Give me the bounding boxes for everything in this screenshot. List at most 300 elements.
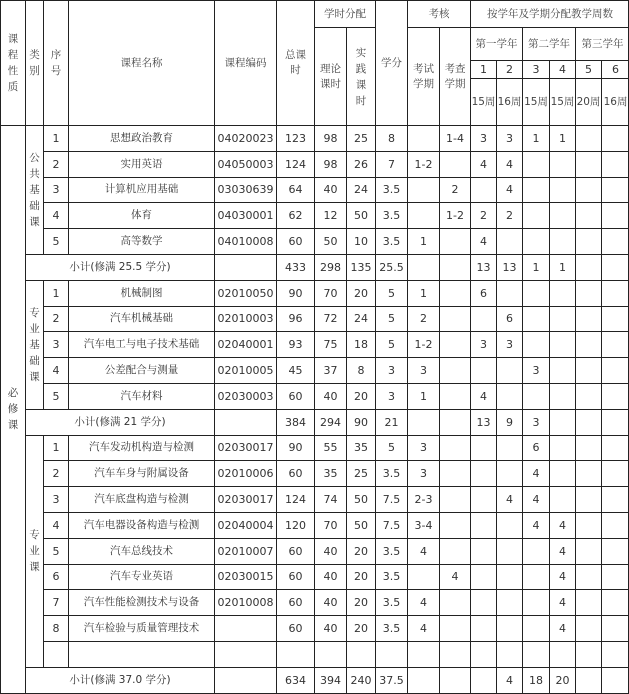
subtotal-semester-4 xyxy=(550,409,576,435)
subtotal-credits: 25.5 xyxy=(376,254,408,280)
semester-1-weeks-cell: 2 xyxy=(471,203,497,229)
practice-hours-cell: 8 xyxy=(347,358,376,384)
subtotal-semester-2: 4 xyxy=(497,667,523,693)
course-name-cell: 体育 xyxy=(69,203,215,229)
seq-cell: 4 xyxy=(44,512,69,538)
subtotal-semester-4: 20 xyxy=(550,667,576,693)
semester-4-weeks-cell xyxy=(550,435,576,461)
semester-5-weeks-cell xyxy=(576,177,602,203)
semester-1-weeks-cell xyxy=(471,435,497,461)
check-term-cell: 1-2 xyxy=(440,203,471,229)
course-code-cell: 04010008 xyxy=(215,229,277,255)
subtotal-semester-5 xyxy=(576,409,602,435)
exam-term-cell: 1-2 xyxy=(408,151,440,177)
semester-1-weeks-cell xyxy=(471,177,497,203)
course-code-cell: 03030639 xyxy=(215,177,277,203)
semester-5-weeks-cell xyxy=(576,126,602,152)
semester-1-weeks-cell: 4 xyxy=(471,229,497,255)
semester-6-weeks-cell xyxy=(602,229,629,255)
semester-2-weeks-cell xyxy=(497,229,523,255)
credits-cell: 7.5 xyxy=(376,487,408,513)
seq-cell: 6 xyxy=(44,564,69,590)
table-row xyxy=(1,383,629,409)
theory-hours-cell: 40 xyxy=(315,616,347,642)
subtotal-practice-hours: 135 xyxy=(347,254,376,280)
semester-3-weeks-cell: 4 xyxy=(523,487,550,513)
seq-cell: 1 xyxy=(44,126,69,152)
subtotal-code-cell xyxy=(215,409,277,435)
semester-4-weeks-cell xyxy=(550,641,576,667)
course-name-cell: 汽车检验与质量管理技术 xyxy=(69,616,215,642)
semester-6-weeks-cell xyxy=(602,358,629,384)
total-hours-cell: 120 xyxy=(277,512,315,538)
exam-term-cell xyxy=(408,641,440,667)
semester-3-weeks-cell xyxy=(523,641,550,667)
total-hours-cell: 60 xyxy=(277,538,315,564)
course-code-cell: 02010003 xyxy=(215,306,277,332)
seq-cell: 3 xyxy=(44,332,69,358)
semester-4-weeks-cell: 4 xyxy=(550,590,576,616)
semester-2-weeks-cell xyxy=(497,590,523,616)
exam-term-cell xyxy=(408,564,440,590)
header-year-2: 第二学年 xyxy=(523,28,576,61)
semester-4-weeks-cell xyxy=(550,383,576,409)
practice-hours-cell: 20 xyxy=(347,564,376,590)
seq-cell: 5 xyxy=(44,538,69,564)
credits-cell xyxy=(376,641,408,667)
check-term-cell xyxy=(440,512,471,538)
semester-3-weeks-cell: 4 xyxy=(523,461,550,487)
course-code-cell: 02030017 xyxy=(215,435,277,461)
semester-3-weeks-cell xyxy=(523,590,550,616)
practice-hours-cell: 20 xyxy=(347,616,376,642)
practice-hours-cell: 24 xyxy=(347,177,376,203)
semester-4-weeks-cell xyxy=(550,487,576,513)
semester-4-weeks-cell xyxy=(550,203,576,229)
credits-cell: 3.5 xyxy=(376,203,408,229)
check-term-cell: 1-4 xyxy=(440,126,471,152)
check-term-cell xyxy=(440,151,471,177)
check-term-cell xyxy=(440,358,471,384)
check-term-cell: 2 xyxy=(440,177,471,203)
course-code-cell: 02030017 xyxy=(215,487,277,513)
header-semester-3: 3 xyxy=(523,61,550,79)
seq-cell: 1 xyxy=(44,435,69,461)
exam-term-cell: 4 xyxy=(408,538,440,564)
semester-6-weeks-cell xyxy=(602,126,629,152)
subtotal-row xyxy=(1,409,629,435)
theory-hours-cell: 98 xyxy=(315,126,347,152)
header-total-hours: 总课时 xyxy=(277,1,315,126)
seq-cell: 1 xyxy=(44,280,69,306)
semester-3-weeks-cell: 4 xyxy=(523,512,550,538)
theory-hours-cell: 40 xyxy=(315,564,347,590)
header-hours-dist: 学时分配 xyxy=(315,1,376,28)
semester-6-weeks-cell xyxy=(602,435,629,461)
subtotal-theory-hours: 298 xyxy=(315,254,347,280)
subtotal-check-term xyxy=(440,254,471,280)
total-hours-cell: 64 xyxy=(277,177,315,203)
semester-4-weeks-cell xyxy=(550,280,576,306)
subtotal-semester-6 xyxy=(602,409,629,435)
seq-cell: 4 xyxy=(44,358,69,384)
semester-4-weeks-cell: 4 xyxy=(550,616,576,642)
table-row xyxy=(1,487,629,513)
semester-3-weeks-cell xyxy=(523,332,550,358)
semester-2-weeks-cell xyxy=(497,564,523,590)
semester-1-weeks-cell xyxy=(471,590,497,616)
semester-3-weeks-cell xyxy=(523,383,550,409)
credits-cell: 3.5 xyxy=(376,564,408,590)
theory-hours-cell: 98 xyxy=(315,151,347,177)
semester-1-weeks-cell xyxy=(471,487,497,513)
total-hours-cell: 96 xyxy=(277,306,315,332)
credits-cell: 3.5 xyxy=(376,538,408,564)
table-row xyxy=(1,332,629,358)
header-weeks-5: 20周 xyxy=(576,79,602,126)
semester-6-weeks-cell xyxy=(602,538,629,564)
semester-2-weeks-cell xyxy=(497,435,523,461)
semester-2-weeks-cell xyxy=(497,461,523,487)
semester-5-weeks-cell xyxy=(576,358,602,384)
semester-5-weeks-cell xyxy=(576,435,602,461)
header-semester-1: 1 xyxy=(471,61,497,79)
course-code-cell xyxy=(215,616,277,642)
course-name-cell: 汽车材料 xyxy=(69,383,215,409)
exam-term-cell: 3-4 xyxy=(408,512,440,538)
seq-cell: 4 xyxy=(44,203,69,229)
total-hours-cell: 90 xyxy=(277,280,315,306)
subtotal-code-cell xyxy=(215,254,277,280)
table-row xyxy=(1,590,629,616)
nature-cell: 必修课 xyxy=(1,126,26,694)
table-row xyxy=(1,358,629,384)
header-weekly-dist: 按学年及学期分配教学周数 xyxy=(471,1,629,28)
semester-1-weeks-cell: 6 xyxy=(471,280,497,306)
subtotal-semester-2: 13 xyxy=(497,254,523,280)
semester-4-weeks-cell: 4 xyxy=(550,538,576,564)
exam-term-cell: 3 xyxy=(408,358,440,384)
semester-1-weeks-cell: 3 xyxy=(471,126,497,152)
credits-cell: 3.5 xyxy=(376,590,408,616)
header-category: 类别 xyxy=(26,1,44,126)
semester-2-weeks-cell: 3 xyxy=(497,126,523,152)
semester-6-weeks-cell xyxy=(602,590,629,616)
credits-cell: 8 xyxy=(376,126,408,152)
course-name-cell: 汽车电工与电子技术基础 xyxy=(69,332,215,358)
header-name: 课程名称 xyxy=(69,1,215,126)
credits-cell: 3.5 xyxy=(376,177,408,203)
semester-3-weeks-cell xyxy=(523,229,550,255)
semester-2-weeks-cell xyxy=(497,383,523,409)
course-name-cell: 汽车发动机构造与检测 xyxy=(69,435,215,461)
semester-4-weeks-cell xyxy=(550,332,576,358)
semester-1-weeks-cell: 4 xyxy=(471,151,497,177)
semester-4-weeks-cell xyxy=(550,229,576,255)
subtotal-check-term xyxy=(440,667,471,693)
exam-term-cell: 3 xyxy=(408,435,440,461)
total-hours-cell: 124 xyxy=(277,487,315,513)
subtotal-theory-hours: 394 xyxy=(315,667,347,693)
subtotal-exam-term xyxy=(408,667,440,693)
total-hours-cell: 124 xyxy=(277,151,315,177)
theory-hours-cell: 75 xyxy=(315,332,347,358)
table-row xyxy=(1,203,629,229)
semester-2-weeks-cell xyxy=(497,512,523,538)
exam-term-cell: 1 xyxy=(408,280,440,306)
course-name-cell: 汽车车身与附属设备 xyxy=(69,461,215,487)
seq-cell: 5 xyxy=(44,229,69,255)
semester-5-weeks-cell xyxy=(576,229,602,255)
subtotal-total-hours: 634 xyxy=(277,667,315,693)
practice-hours-cell: 50 xyxy=(347,203,376,229)
semester-5-weeks-cell xyxy=(576,487,602,513)
seq-cell: 2 xyxy=(44,461,69,487)
course-name-cell xyxy=(69,641,215,667)
semester-5-weeks-cell xyxy=(576,332,602,358)
course-code-cell: 02040004 xyxy=(215,512,277,538)
semester-6-weeks-cell xyxy=(602,306,629,332)
subtotal-semester-2: 9 xyxy=(497,409,523,435)
check-term-cell: 4 xyxy=(440,564,471,590)
semester-3-weeks-cell: 1 xyxy=(523,126,550,152)
header-exam-term: 考试学期 xyxy=(408,28,440,126)
check-term-cell xyxy=(440,435,471,461)
course-name-cell: 汽车性能检测技术与设备 xyxy=(69,590,215,616)
semester-5-weeks-cell xyxy=(576,641,602,667)
semester-2-weeks-cell xyxy=(497,358,523,384)
course-code-cell xyxy=(215,641,277,667)
subtotal-practice-hours: 90 xyxy=(347,409,376,435)
semester-2-weeks-cell xyxy=(497,616,523,642)
semester-5-weeks-cell xyxy=(576,383,602,409)
semester-3-weeks-cell xyxy=(523,177,550,203)
practice-hours-cell: 20 xyxy=(347,383,376,409)
practice-hours-cell: 26 xyxy=(347,151,376,177)
semester-6-weeks-cell xyxy=(602,512,629,538)
practice-hours-cell: 10 xyxy=(347,229,376,255)
practice-hours-cell: 20 xyxy=(347,280,376,306)
table-row xyxy=(1,616,629,642)
exam-term-cell: 1 xyxy=(408,229,440,255)
semester-2-weeks-cell xyxy=(497,641,523,667)
subtotal-theory-hours: 294 xyxy=(315,409,347,435)
theory-hours-cell: 72 xyxy=(315,306,347,332)
total-hours-cell: 60 xyxy=(277,229,315,255)
exam-term-cell: 4 xyxy=(408,616,440,642)
subtotal-label: 小计(修满 21 学分) xyxy=(26,409,215,435)
subtotal-semester-3: 3 xyxy=(523,409,550,435)
course-code-cell: 04020023 xyxy=(215,126,277,152)
semester-4-weeks-cell: 4 xyxy=(550,512,576,538)
theory-hours-cell: 74 xyxy=(315,487,347,513)
semester-1-weeks-cell xyxy=(471,512,497,538)
semester-1-weeks-cell xyxy=(471,564,497,590)
semester-1-weeks-cell xyxy=(471,358,497,384)
course-code-cell: 02010007 xyxy=(215,538,277,564)
subtotal-semester-1 xyxy=(471,667,497,693)
semester-4-weeks-cell: 1 xyxy=(550,126,576,152)
semester-1-weeks-cell: 3 xyxy=(471,332,497,358)
practice-hours-cell: 20 xyxy=(347,538,376,564)
semester-4-weeks-cell xyxy=(550,461,576,487)
exam-term-cell: 1 xyxy=(408,383,440,409)
header-weeks-1: 15周 xyxy=(471,79,497,126)
semester-3-weeks-cell xyxy=(523,151,550,177)
course-name-cell: 高等数学 xyxy=(69,229,215,255)
theory-hours-cell: 40 xyxy=(315,538,347,564)
semester-6-weeks-cell xyxy=(602,203,629,229)
header-weeks-3: 15周 xyxy=(523,79,550,126)
seq-cell: 2 xyxy=(44,306,69,332)
header-seq: 序号 xyxy=(44,1,69,126)
semester-6-weeks-cell xyxy=(602,332,629,358)
total-hours-cell: 62 xyxy=(277,203,315,229)
credits-cell: 3.5 xyxy=(376,229,408,255)
seq-cell: 8 xyxy=(44,616,69,642)
semester-2-weeks-cell: 6 xyxy=(497,306,523,332)
subtotal-total-hours: 433 xyxy=(277,254,315,280)
subtotal-label: 小计(修满 25.5 学分) xyxy=(26,254,215,280)
check-term-cell xyxy=(440,487,471,513)
credits-cell: 7 xyxy=(376,151,408,177)
total-hours-cell: 60 xyxy=(277,590,315,616)
semester-2-weeks-cell: 3 xyxy=(497,332,523,358)
semester-1-weeks-cell xyxy=(471,641,497,667)
table-row xyxy=(1,435,629,461)
theory-hours-cell: 40 xyxy=(315,177,347,203)
seq-cell: 3 xyxy=(44,487,69,513)
credits-cell: 5 xyxy=(376,435,408,461)
semester-3-weeks-cell xyxy=(523,203,550,229)
category-cell: 公共基础课 xyxy=(26,126,44,255)
theory-hours-cell: 35 xyxy=(315,461,347,487)
course-code-cell: 02010008 xyxy=(215,590,277,616)
seq-cell: 3 xyxy=(44,177,69,203)
theory-hours-cell: 70 xyxy=(315,280,347,306)
semester-5-weeks-cell xyxy=(576,461,602,487)
header-year-1: 第一学年 xyxy=(471,28,523,61)
total-hours-cell: 60 xyxy=(277,383,315,409)
subtotal-exam-term xyxy=(408,409,440,435)
total-hours-cell: 45 xyxy=(277,358,315,384)
credits-cell: 3 xyxy=(376,383,408,409)
course-name-cell: 汽车总线技术 xyxy=(69,538,215,564)
subtotal-code-cell xyxy=(215,667,277,693)
semester-5-weeks-cell xyxy=(576,564,602,590)
course-name-cell: 汽车机械基础 xyxy=(69,306,215,332)
semester-6-weeks-cell xyxy=(602,461,629,487)
semester-5-weeks-cell xyxy=(576,306,602,332)
semester-1-weeks-cell xyxy=(471,306,497,332)
subtotal-semester-4: 1 xyxy=(550,254,576,280)
check-term-cell xyxy=(440,383,471,409)
table-row xyxy=(1,512,629,538)
course-code-cell: 02030003 xyxy=(215,383,277,409)
category-cell: 专业课 xyxy=(26,435,44,667)
exam-term-cell: 4 xyxy=(408,590,440,616)
semester-6-weeks-cell xyxy=(602,641,629,667)
course-code-cell: 04050003 xyxy=(215,151,277,177)
semester-4-weeks-cell xyxy=(550,151,576,177)
exam-term-cell xyxy=(408,177,440,203)
check-term-cell xyxy=(440,590,471,616)
subtotal-semester-6 xyxy=(602,667,629,693)
semester-6-weeks-cell xyxy=(602,151,629,177)
total-hours-cell: 123 xyxy=(277,126,315,152)
header-semester-4: 4 xyxy=(550,61,576,79)
subtotal-semester-1: 13 xyxy=(471,409,497,435)
semester-2-weeks-cell: 2 xyxy=(497,203,523,229)
credits-cell: 5 xyxy=(376,306,408,332)
course-code-cell: 02010050 xyxy=(215,280,277,306)
header-practice-hours: 实践课时 xyxy=(347,28,376,126)
table-row xyxy=(1,229,629,255)
subtotal-row xyxy=(1,254,629,280)
semester-2-weeks-cell: 4 xyxy=(497,151,523,177)
total-hours-cell: 60 xyxy=(277,461,315,487)
semester-2-weeks-cell xyxy=(497,538,523,564)
theory-hours-cell: 40 xyxy=(315,383,347,409)
subtotal-semester-1: 13 xyxy=(471,254,497,280)
semester-4-weeks-cell: 4 xyxy=(550,564,576,590)
semester-6-weeks-cell xyxy=(602,487,629,513)
course-code-cell: 02030015 xyxy=(215,564,277,590)
header-year-3: 第三学年 xyxy=(576,28,629,61)
semester-1-weeks-cell xyxy=(471,461,497,487)
theory-hours-cell: 12 xyxy=(315,203,347,229)
course-name-cell: 汽车底盘构造与检测 xyxy=(69,487,215,513)
subtotal-exam-term xyxy=(408,254,440,280)
table-row xyxy=(1,538,629,564)
check-term-cell xyxy=(440,616,471,642)
semester-1-weeks-cell xyxy=(471,538,497,564)
practice-hours-cell: 24 xyxy=(347,306,376,332)
total-hours-cell: 90 xyxy=(277,435,315,461)
credits-cell: 5 xyxy=(376,280,408,306)
header-assessment: 考核 xyxy=(408,1,471,28)
subtotal-semester-3: 18 xyxy=(523,667,550,693)
semester-3-weeks-cell xyxy=(523,306,550,332)
total-hours-cell: 93 xyxy=(277,332,315,358)
check-term-cell xyxy=(440,306,471,332)
semester-5-weeks-cell xyxy=(576,616,602,642)
exam-term-cell xyxy=(408,203,440,229)
semester-3-weeks-cell xyxy=(523,280,550,306)
semester-6-weeks-cell xyxy=(602,177,629,203)
practice-hours-cell: 50 xyxy=(347,512,376,538)
course-name-cell: 思想政治教育 xyxy=(69,126,215,152)
header-semester-6: 6 xyxy=(602,61,629,79)
seq-cell: 7 xyxy=(44,590,69,616)
subtotal-total-hours: 384 xyxy=(277,409,315,435)
semester-6-weeks-cell xyxy=(602,616,629,642)
semester-5-weeks-cell xyxy=(576,203,602,229)
practice-hours-cell xyxy=(347,641,376,667)
semester-6-weeks-cell xyxy=(602,564,629,590)
semester-1-weeks-cell: 4 xyxy=(471,383,497,409)
practice-hours-cell: 35 xyxy=(347,435,376,461)
semester-4-weeks-cell xyxy=(550,358,576,384)
seq-cell: 2 xyxy=(44,151,69,177)
header-row-1 xyxy=(1,1,629,28)
semester-4-weeks-cell xyxy=(550,177,576,203)
semester-5-weeks-cell xyxy=(576,151,602,177)
course-name-cell: 实用英语 xyxy=(69,151,215,177)
table-row xyxy=(1,461,629,487)
course-name-cell: 汽车电器设备构造与检测 xyxy=(69,512,215,538)
table-row xyxy=(1,280,629,306)
